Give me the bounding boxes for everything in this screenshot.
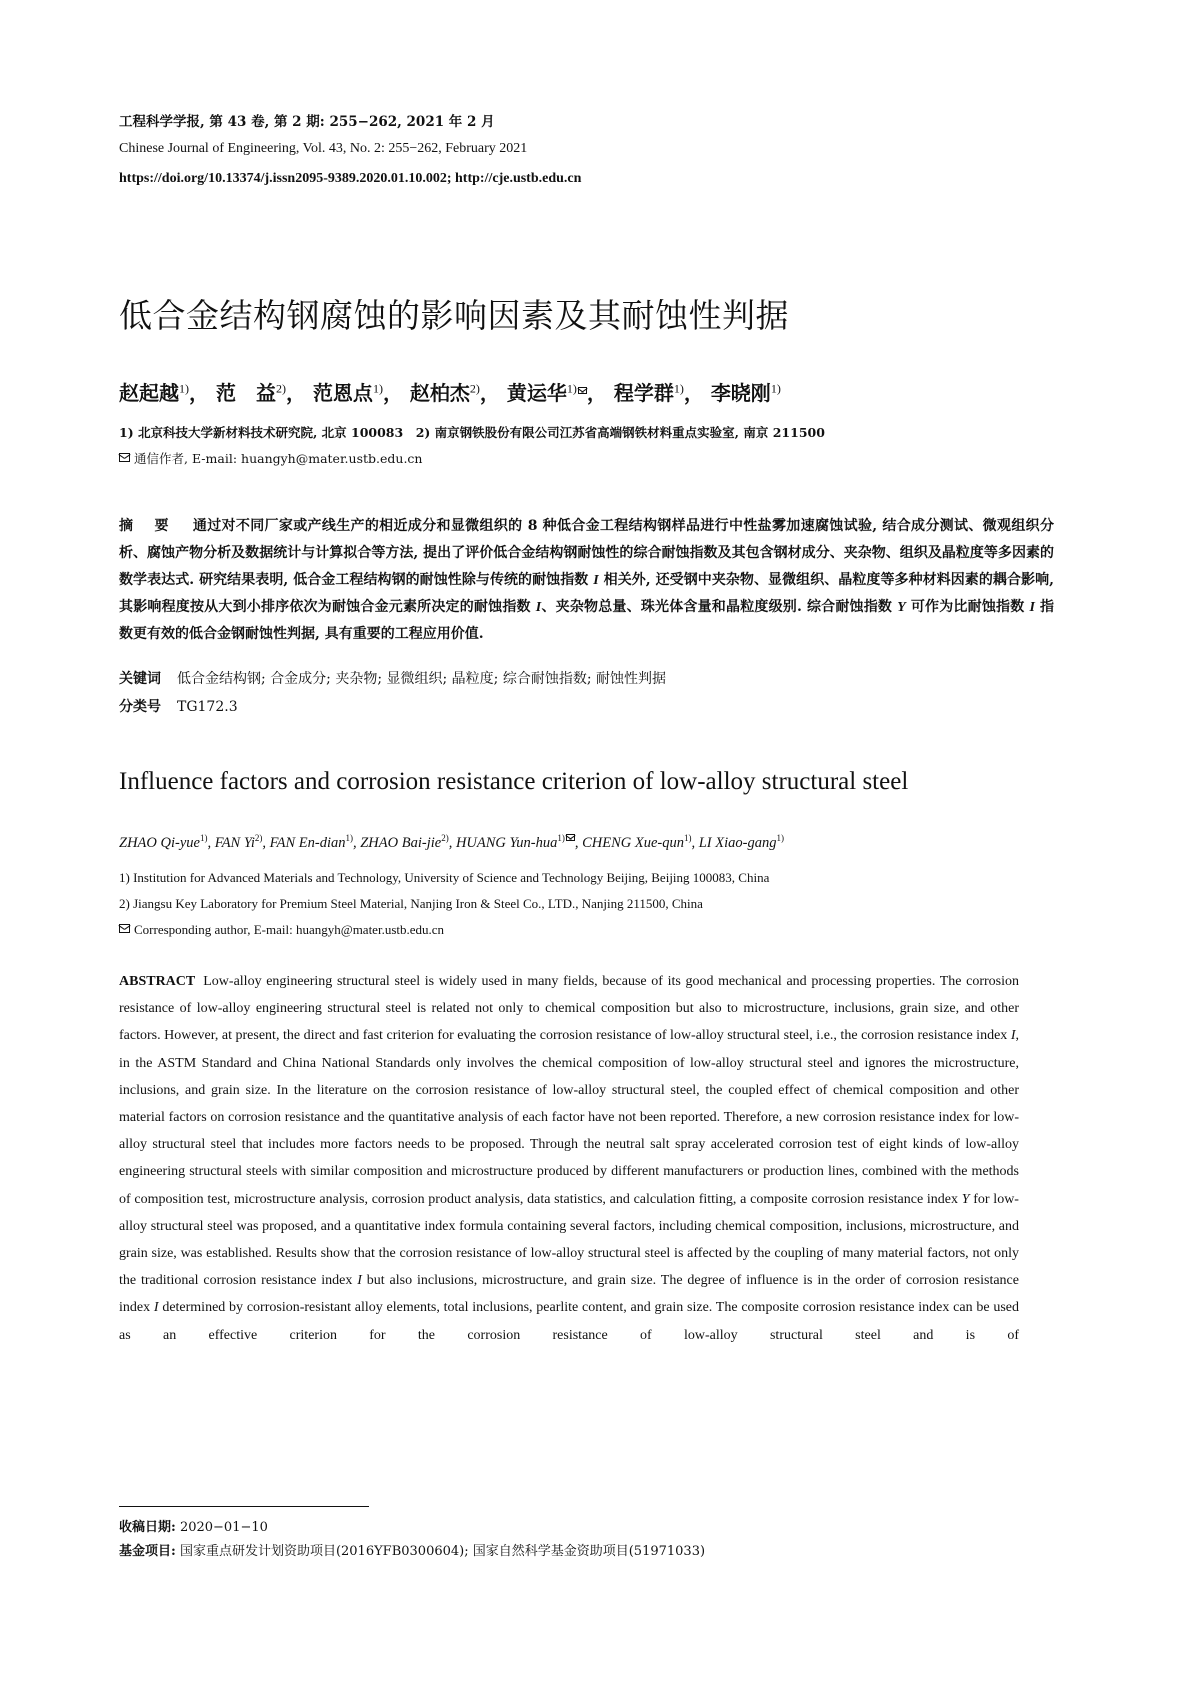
author-cn: 赵起越$^{1)}$ [119,381,189,405]
affiliation-en-2: 2) Jiangsu Key Laboratory for Premium Steel Material, Nanjing Iron & Steel Co., LTD., Nanjing 211500, China [119,896,703,911]
author-cn: 赵柏杰$^{2)}$ [409,381,480,405]
received-date: 收稿日期: 2020−01−10 [119,1520,268,1535]
classification-number: 分类号 TG172.3 [119,699,238,715]
footnote-divider [119,1506,369,1507]
funding-info: 基金项目: 国家重点研发计划资助项目(2016YFB0300604); 国家自然科学基金资助项目(51971033) [119,1544,706,1559]
author-cn: 程学群$^{1)}$ [613,381,684,405]
author-en: FAN Yi$^{2)}$ [214,833,263,851]
author-en: FAN En-dian$^{1)}$ [269,833,353,851]
envelope-icon [119,453,130,462]
affiliations-cn: 1) 北京科技大学新材料技术研究院, 北京 100083 2) 南京钢铁股份有限公司江苏省高端钢铁材料重点实验室, 南京 211500 [119,425,825,440]
keywords-cn: 关键词 低合金结构钢; 合金成分; 夹杂物; 显微组织; 晶粒度; 综合耐蚀指数; 耐蚀性判据 [119,671,667,687]
envelope-icon [578,387,587,394]
author-en: CHENG Xue-qun$^{1)}$ [582,833,692,851]
abstract-en: ABSTRACT Low-alloy engineering structural steel is widely used in many fields, because of its good mechanical and processing properties. The corrosion resistance of low-alloy engineering structural steel is related not only to chemical composition but also to microstructure, inclusions, grain size, and other factors. However, at present, the direct and fast criterion for evaluating the corrosion resistance of low-alloy structural steel, i.e., the corrosion resistance index I, in the ASTM Standard and China National Standards only involves the chemical composition of low-alloy structural steel and ignores the microstructure, inclusions, and grain size. In the literature on the corrosion resistance of low-alloy structural steel, the coupled effect of chemical composition and other material factors on corrosion resistance and the quantitative analysis of each factor have not been reported. Therefore, a new corrosion resistance index for low-alloy structural steel that includes more factors needs to be proposed. Through the neutral salt spray accelerated corrosion test of eight kinds of low-alloy engineering structural steels with similar composition and microstructure produced by different manufacturers or production lines, combined with the methods of composition test, microstructure analysis, corrosion product analysis, data statistics, and calculation fitting, a composite corrosion resistance index Y for low-alloy structural steel was proposed, and a quantitative index formula containing several factors, including chemical composition, inclusions, microstructure, and grain size, was established. Results show that the corrosion resistance of low-alloy structural steel is affected by the coupling of many material factors, not only the traditional corrosion resistance index I but also inclusions, microstructure, and grain size. The degree of influence is in the order of corrosion resistance index I determined by corrosion-resistant alloy elements, total inclusions, pearlite content, and grain size. The composite corrosion resistance index can be used as an effective criterion for the corrosion resistance of low-alloy structural steel and is of [119,974,1019,1343]
abstract-label-cn: 摘 要 [119,518,177,534]
author-list-cn: 赵起越$^{1)}$， 范 益$^{2)}$， 范恩点$^{1)}$， 赵柏杰$^{2)}$， 黄运华$^{1)}$ ， 程学群$^{1)}$， 李晓刚$^{1)}$ [119,381,781,405]
author-en: LI Xiao-gang$^{1)}$ [698,833,784,851]
corresponding-author-en: Corresponding author, E-mail: huangyh@mater.ustb.edu.cn [119,922,444,938]
author-list-en: ZHAO Qi-yue$^{1)}$, FAN Yi$^{2)}$, FAN En-dian$^{1)}$, ZHAO Bai-jie$^{2)}$, HUANG Yun-hua$^{1)}$ , CHENG Xue-qun$^{1)}$, LI Xiao-gang$^{1)}$ [119,833,784,851]
author-en: ZHAO Qi-yue$^{1)}$ [119,833,208,851]
abstract-label-en: ABSTRACT [119,974,196,989]
author-cn: 范恩点$^{1)}$ [312,381,383,405]
envelope-icon [119,924,130,933]
affiliation-en-1: 1) Institution for Advanced Materials and Technology, University of Science and Technology Beijing, Beijing 100083, China [119,870,770,885]
author-cn: 李晓刚$^{1)}$ [710,381,781,405]
author-cn-corresponding: 黄运华$^{1)}$ [507,381,587,405]
abstract-cn: 摘 要 通过对不同厂家或产线生产的相近成分和显微组织的 8 种低合金工程结构钢样品进行中性盐雾加速腐蚀试验, 结合成分测试、微观组织分析、腐蚀产物分析及数据统计与计算拟合等方法, 提出了评价低合金结构钢耐蚀性的综合耐蚀指数及其包含钢材成分、夹杂物、组织及晶粒度等多因素的数学表达式. 研究结果表明, 低合金工程结构钢的耐蚀性除与传统的耐蚀指数 I 相关外, 还受钢中夹杂物、显微组织、晶粒度等多种材料因素的耦合影响, 其影响程度按从大到小排序依次为耐蚀合金元素所决定的耐蚀指数 I、夹杂物总量、珠光体含量和晶粒度级别. 综合耐蚀指数 Y 可作为比耐蚀指数 I 指数更有效的低合金钢耐蚀性判据, 具有重要的工程应用价值. [119,518,1055,642]
journal-citation-en: Chinese Journal of Engineering, Vol. 43, No. 2: 255−262, February 2021 [119,141,528,156]
author-cn: 范 益$^{2)}$ [215,381,286,405]
author-en: ZHAO Bai-jie$^{2)}$ [360,833,449,851]
paper-title-en: Influence factors and corrosion resistance criterion of low-alloy structural steel [119,768,909,795]
envelope-icon [566,834,575,841]
doi-link[interactable]: https://doi.org/10.13374/j.issn2095-9389.2020.01.10.002; http://cje.ustb.edu.cn [119,171,582,186]
journal-citation-cn: 工程科学学报, 第 43 卷, 第 2 期: 255−262, 2021 年 2 月 [119,114,495,130]
author-en-corresponding: HUANG Yun-hua$^{1)}$ [456,835,575,851]
corresponding-author-cn: 通信作者, E-mail: huangyh@mater.ustb.edu.cn [119,449,422,467]
paper-title-cn: 低合金结构钢腐蚀的影响因素及其耐蚀性判据 [119,296,789,335]
